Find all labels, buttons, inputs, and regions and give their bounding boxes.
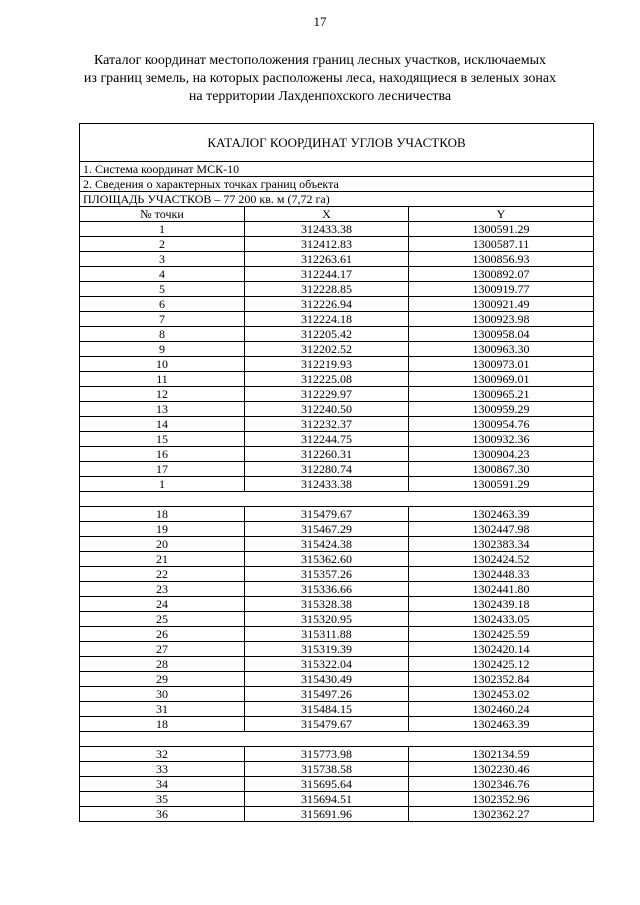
x-cell: 312226.94 <box>245 297 409 312</box>
points-info: 2. Сведения о характерных точках границ объекта <box>80 177 594 192</box>
x-cell: 315322.04 <box>245 657 409 672</box>
point-number-cell: 13 <box>80 402 245 417</box>
y-cell: 1302439.18 <box>409 597 594 612</box>
x-cell: 315319.39 <box>245 642 409 657</box>
table-row <box>80 327 594 342</box>
x-cell: 312232.37 <box>245 417 409 432</box>
point-number-cell: 31 <box>80 702 245 717</box>
point-number-cell: 3 <box>80 252 245 267</box>
point-number-cell: 21 <box>80 552 245 567</box>
y-cell: 1302346.76 <box>409 777 594 792</box>
x-cell: 312433.38 <box>245 477 409 492</box>
x-cell: 315738.58 <box>245 762 409 777</box>
table-row <box>80 777 594 792</box>
table-row <box>80 747 594 762</box>
x-cell: 315479.67 <box>245 717 409 732</box>
point-number-cell: 18 <box>80 717 245 732</box>
x-cell: 312224.18 <box>245 312 409 327</box>
point-number-cell: 23 <box>80 582 245 597</box>
x-cell: 315773.98 <box>245 747 409 762</box>
y-cell: 1302425.59 <box>409 627 594 642</box>
point-number-cell: 5 <box>80 282 245 297</box>
page-number: 17 <box>313 14 327 29</box>
y-cell: 1302230.46 <box>409 762 594 777</box>
y-cell: 1302460.24 <box>409 702 594 717</box>
x-cell: 315430.49 <box>245 672 409 687</box>
title-line: из границ земель, на которых расположены леса, находящиеся в зеленых зонах <box>83 71 557 86</box>
point-number-cell: 11 <box>80 372 245 387</box>
y-cell: 1300856.93 <box>409 252 594 267</box>
y-cell: 1302362.27 <box>409 807 594 822</box>
point-number-cell: 33 <box>80 762 245 777</box>
y-cell: 1300892.07 <box>409 267 594 282</box>
x-cell: 315311.88 <box>245 627 409 642</box>
x-cell: 315362.60 <box>245 552 409 567</box>
x-cell: 315424.38 <box>245 537 409 552</box>
x-cell: 315479.67 <box>245 507 409 522</box>
x-cell: 315497.26 <box>245 687 409 702</box>
x-cell: 312433.38 <box>245 222 409 237</box>
table-row <box>80 267 594 282</box>
table-row <box>80 417 594 432</box>
point-number-cell: 36 <box>80 807 245 822</box>
point-number-cell: 34 <box>80 777 245 792</box>
x-cell: 315328.38 <box>245 597 409 612</box>
table-row <box>80 282 594 297</box>
point-number-cell: 10 <box>80 357 245 372</box>
table-row <box>80 462 594 477</box>
point-number-cell: 1 <box>80 222 245 237</box>
table-row <box>80 552 594 567</box>
point-number-cell: 17 <box>80 462 245 477</box>
table-row <box>80 597 594 612</box>
y-cell: 1300932.36 <box>409 432 594 447</box>
table-row <box>80 297 594 312</box>
point-number-cell: 19 <box>80 522 245 537</box>
point-number-cell: 15 <box>80 432 245 447</box>
y-cell: 1300959.29 <box>409 402 594 417</box>
y-cell: 1300904.23 <box>409 447 594 462</box>
coordinates-table <box>79 123 594 822</box>
y-cell: 1302448.33 <box>409 567 594 582</box>
table-row <box>80 387 594 402</box>
point-number-cell: 2 <box>80 237 245 252</box>
x-cell: 312244.75 <box>245 432 409 447</box>
point-number-cell: 1 <box>80 477 245 492</box>
table-row <box>80 792 594 807</box>
x-cell: 315467.29 <box>245 522 409 537</box>
table-row <box>80 567 594 582</box>
y-cell: 1300923.98 <box>409 312 594 327</box>
point-number-cell: 18 <box>80 507 245 522</box>
y-cell: 1300954.76 <box>409 417 594 432</box>
y-cell: 1302352.96 <box>409 792 594 807</box>
x-cell: 312229.97 <box>245 387 409 402</box>
table-row <box>80 807 594 822</box>
y-cell: 1300867.30 <box>409 462 594 477</box>
point-number-cell: 9 <box>80 342 245 357</box>
y-cell: 1302424.52 <box>409 552 594 567</box>
point-number-cell: 29 <box>80 672 245 687</box>
point-number-cell: 28 <box>80 657 245 672</box>
point-number-cell: 35 <box>80 792 245 807</box>
point-number-cell: 4 <box>80 267 245 282</box>
document-title <box>70 52 570 106</box>
point-number-cell: 20 <box>80 537 245 552</box>
x-cell: 315320.95 <box>245 612 409 627</box>
point-number-cell: 7 <box>80 312 245 327</box>
column-header-point: № точки <box>80 207 245 222</box>
table-row <box>80 432 594 447</box>
x-cell: 312225.08 <box>245 372 409 387</box>
y-cell: 1302453.02 <box>409 687 594 702</box>
table-row <box>80 582 594 597</box>
y-cell: 1300591.29 <box>409 222 594 237</box>
x-cell: 312412.83 <box>245 237 409 252</box>
x-cell: 312280.74 <box>245 462 409 477</box>
blank-separator-row <box>80 492 594 507</box>
table-row <box>80 627 594 642</box>
x-cell: 312205.42 <box>245 327 409 342</box>
x-cell: 312202.52 <box>245 342 409 357</box>
y-cell: 1302441.80 <box>409 582 594 597</box>
table-row <box>80 717 594 732</box>
blank-cell <box>80 492 594 507</box>
point-number-cell: 25 <box>80 612 245 627</box>
table-row <box>80 537 594 552</box>
x-cell: 312263.61 <box>245 252 409 267</box>
y-cell: 1302383.34 <box>409 537 594 552</box>
x-cell: 315336.66 <box>245 582 409 597</box>
table-row <box>80 507 594 522</box>
coordinate-system: 1. Система координат МСК-10 <box>80 162 594 177</box>
table-row <box>80 612 594 627</box>
x-cell: 315695.64 <box>245 777 409 792</box>
x-cell: 315484.15 <box>245 702 409 717</box>
table-row <box>80 372 594 387</box>
table-row <box>80 762 594 777</box>
y-cell: 1300965.21 <box>409 387 594 402</box>
y-cell: 1300919.77 <box>409 282 594 297</box>
x-cell: 312240.50 <box>245 402 409 417</box>
point-number-cell: 24 <box>80 597 245 612</box>
x-cell: 312228.85 <box>245 282 409 297</box>
point-number-cell: 12 <box>80 387 245 402</box>
table-header: КАТАЛОГ КООРДИНАТ УГЛОВ УЧАСТКОВ <box>80 124 594 162</box>
table-row <box>80 642 594 657</box>
y-cell: 1300963.30 <box>409 342 594 357</box>
table-row <box>80 357 594 372</box>
blank-cell <box>80 732 594 747</box>
table-row <box>80 342 594 357</box>
y-cell: 1302463.39 <box>409 717 594 732</box>
point-number-cell: 14 <box>80 417 245 432</box>
y-cell: 1302433.05 <box>409 612 594 627</box>
point-number-cell: 22 <box>80 567 245 582</box>
y-cell: 1300973.01 <box>409 357 594 372</box>
table-row <box>80 237 594 252</box>
table-row <box>80 252 594 267</box>
y-cell: 1302463.39 <box>409 507 594 522</box>
table-row <box>80 687 594 702</box>
area-info: ПЛОЩАДЬ УЧАСТКОВ – 77 200 кв. м (7,72 га) <box>80 192 594 207</box>
x-cell: 315691.96 <box>245 807 409 822</box>
y-cell: 1300587.11 <box>409 237 594 252</box>
table-row <box>80 312 594 327</box>
title-line: на территории Лахденпохского лесничества <box>188 89 452 104</box>
x-cell: 315694.51 <box>245 792 409 807</box>
point-number-cell: 26 <box>80 627 245 642</box>
y-cell: 1302447.98 <box>409 522 594 537</box>
y-cell: 1300591.29 <box>409 477 594 492</box>
point-number-cell: 32 <box>80 747 245 762</box>
point-number-cell: 6 <box>80 297 245 312</box>
point-number-cell: 8 <box>80 327 245 342</box>
table-row <box>80 447 594 462</box>
table-row <box>80 222 594 237</box>
table-row <box>80 657 594 672</box>
table-row <box>80 672 594 687</box>
x-cell: 315357.26 <box>245 567 409 582</box>
y-cell: 1300969.01 <box>409 372 594 387</box>
table-row <box>80 702 594 717</box>
table-row <box>80 402 594 417</box>
point-number-cell: 30 <box>80 687 245 702</box>
blank-separator-row <box>80 732 594 747</box>
table-row <box>80 477 594 492</box>
x-cell: 312219.93 <box>245 357 409 372</box>
y-cell: 1302134.59 <box>409 747 594 762</box>
point-number-cell: 27 <box>80 642 245 657</box>
y-cell: 1300921.49 <box>409 297 594 312</box>
x-cell: 312244.17 <box>245 267 409 282</box>
title-line: Каталог координат местоположения границ лесных участков, исключаемых <box>93 53 547 68</box>
column-header-y: Y <box>409 207 594 222</box>
point-number-cell: 16 <box>80 447 245 462</box>
y-cell: 1302352.84 <box>409 672 594 687</box>
column-header-x: X <box>245 207 409 222</box>
table-row <box>80 522 594 537</box>
y-cell: 1302420.14 <box>409 642 594 657</box>
y-cell: 1302425.12 <box>409 657 594 672</box>
y-cell: 1300958.04 <box>409 327 594 342</box>
x-cell: 312260.31 <box>245 447 409 462</box>
